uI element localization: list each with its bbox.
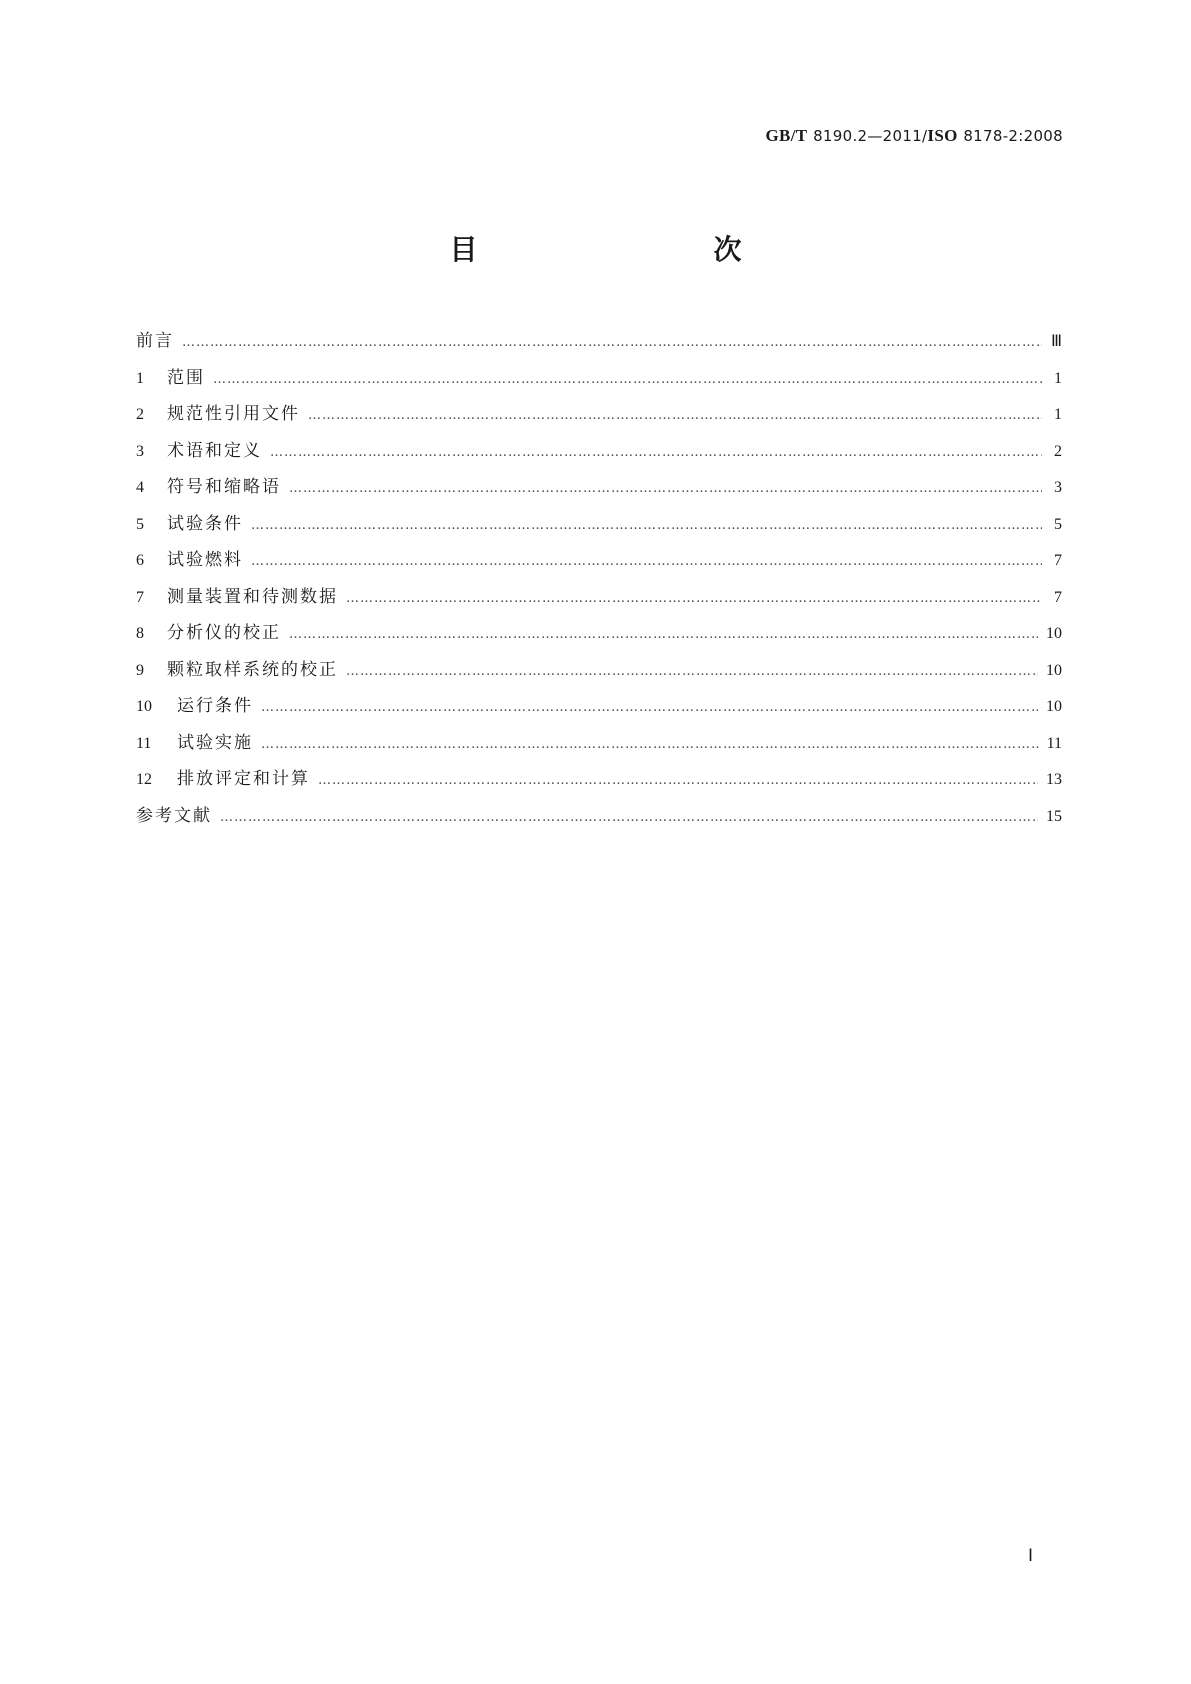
toc-entry-page: 10 [1046,698,1062,715]
toc-entry-page: 5 [1054,515,1062,533]
toc-dot-leader [346,591,1042,606]
toc-entry-number: 1 [136,369,144,387]
toc-entry-label: 分析仪的校正 [167,623,281,643]
toc-entry-page: 10 [1046,661,1062,679]
toc-entry-label: 参考文献 [136,805,212,826]
toc-dot-leader [261,700,1038,715]
toc-dot-leader [213,372,1042,387]
toc-entry-number: 10 [136,698,152,715]
toc-entry-number: 4 [136,479,144,496]
toc-dot-leader [261,737,1039,752]
toc-entry-terms-definitions[interactable] [136,436,1062,473]
standard-code-iso: ISO [927,126,958,145]
toc-dot-leader [308,408,1042,423]
toc-entry-label: 范围 [167,367,205,388]
toc-entry-page: 7 [1054,588,1062,606]
toc-entry-test-run[interactable] [136,728,1062,765]
toc-entry-label: 试验燃料 [167,550,243,570]
toc-dot-leader [251,518,1042,533]
toc-entry-number: 6 [136,552,144,569]
toc-dot-leader [270,445,1042,460]
toc-entry-label: 试验条件 [167,513,243,534]
toc-dot-leader [289,627,1038,642]
toc-entry-symbols-abbreviations[interactable] [136,472,1062,509]
standard-code-iso-number: 8178-2:2008 [963,127,1063,145]
toc-entry-page: 3 [1054,479,1062,496]
toc-entry-normative-references[interactable] [136,399,1062,436]
toc-entry-number: 2 [136,406,144,423]
toc-entry-emission-evaluation[interactable] [136,764,1062,801]
toc-entry-number: 3 [136,442,144,460]
standard-code [766,126,1063,146]
toc-entry-page: 13 [1046,771,1062,788]
toc-entry-page: 2 [1054,442,1062,460]
toc-entry-page: 15 [1046,807,1062,825]
toc-entry-page: 7 [1054,552,1062,569]
toc-entry-page: 1 [1054,369,1062,387]
toc-entry-page: 1 [1054,406,1062,423]
table-of-contents [136,326,1062,837]
page-number: Ⅰ [1027,1546,1033,1565]
toc-entry-label: 运行条件 [177,696,253,716]
toc-entry-page: Ⅲ [1050,333,1062,350]
toc-entry-test-conditions[interactable] [136,509,1062,546]
toc-entry-label: 颗粒取样系统的校正 [167,659,338,680]
toc-dot-leader [182,335,1042,350]
toc-entry-label: 符号和缩略语 [167,477,281,497]
toc-entry-number: 8 [136,625,144,642]
toc-entry-page: 11 [1046,734,1062,752]
toc-entry-bibliography[interactable] [136,801,1062,838]
toc-entry-number: 5 [136,515,144,533]
toc-entry-label: 排放评定和计算 [177,769,310,789]
toc-entry-particulate-calibration[interactable] [136,655,1062,692]
toc-entry-label: 前言 [136,331,174,351]
toc-dot-leader [251,554,1042,569]
toc-dot-leader [289,481,1042,496]
toc-entry-label: 测量装置和待测数据 [167,586,338,607]
toc-title: 目 次 [449,233,802,266]
toc-entry-label: 试验实施 [177,732,253,753]
standard-code-gb-number: 8190.2—2011/ [813,127,928,145]
toc-entry-label: 术语和定义 [167,440,262,461]
toc-entry-page: 10 [1046,625,1062,642]
toc-entry-number: 9 [136,661,144,679]
toc-entry-measurement-equipment[interactable] [136,582,1062,619]
toc-entry-scope[interactable] [136,363,1062,400]
toc-entry-foreword[interactable] [136,326,1062,363]
toc-entry-number: 11 [136,734,152,752]
toc-entry-test-fuels[interactable] [136,545,1062,582]
toc-dot-leader [346,664,1038,679]
toc-entry-number: 7 [136,588,144,606]
toc-entry-analyser-calibration[interactable] [136,618,1062,655]
toc-dot-leader [220,810,1038,825]
toc-dot-leader [318,773,1038,788]
toc-entry-running-conditions[interactable] [136,691,1062,728]
toc-entry-number: 12 [136,771,152,788]
standard-code-gb: GB/T [765,126,808,145]
toc-entry-label: 规范性引用文件 [167,404,300,424]
